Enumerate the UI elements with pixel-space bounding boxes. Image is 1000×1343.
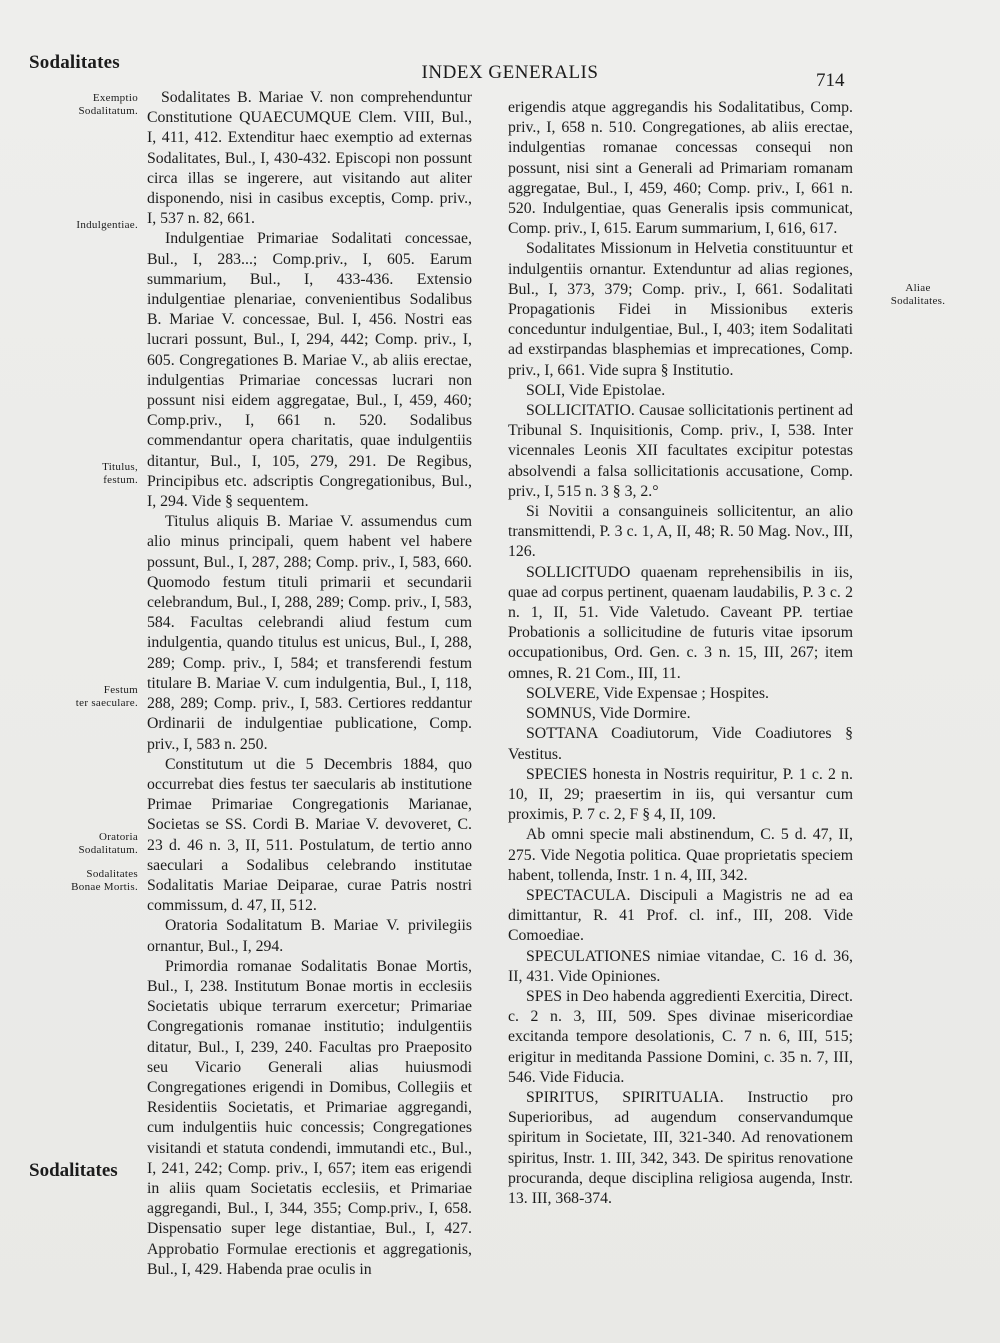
- index-entry-spes: SPES in Deo habenda aggredienti Exercitia, Direct. c. 2 n. 3, III, 509. Spes divinae misericordiae excitanda tempore desolationis, C. 7 n. 6, III, 515; erigitur in meditanda Passione Domini, c. 35 n. 7, III, 546. Vide Fiducia.: [508, 987, 853, 1086]
- margin-note-line: Sodalitates.: [890, 295, 946, 307]
- index-entry-speculationes: SPECULATIONES nimiae vitandae, C. 16 d. 36, II, 431. Vide Opiniones.: [508, 947, 853, 985]
- index-entry-sollicitatio: SOLLICITATIO. Causae sollicitationis pertinent ad Tribunal S. Inquisitionis, Comp. priv., I, 538. Inter vicennales Leonis XII facultates excipitur potestas absolvendi a falsa sollicitationis accusatione, Comp. priv., I, 515 n. 3 § 3, 2.°: [508, 402, 853, 500]
- index-entry: Sodalitates B. Mariae V. non comprehenduntur Constitutione QUAECUMQUE Clem. VIII, Bul., I, 411, 412. Extenditur haec exemptio ad externas Sodalitates, Bul., I, 430-432. Episcopi non possunt circa illas se ingerere, aut visitando aut aliter disponendo, nisi in casibus exceptis, Comp. priv., I, 537 n. 82, 661.: [147, 89, 472, 228]
- index-entry-spiritus: SPIRITUS, SPIRITUALIA. Instructio pro Superioribus, ad augendum conservandumque spiritum in Societate, III, 321-340. Ad renovationem spiritus, Instr. 1. III, 342, 343. De spiritus renovatione procuranda, deque disciplina religiosa augenda, Instr. 13. III, 368-374.: [508, 1088, 853, 1207]
- margin-note-line: Sodalitatum.: [78, 844, 138, 856]
- index-entry: erigendis atque aggregandis his Sodalitatibus, Comp. priv., I, 658 n. 510. Congregationes, ab aliis erectae, indulgentias romanae concessas consequi non possunt, nisi sint a Generali ad Primariam romanam aggregatae, Bul., I, 459, 460; Comp. priv., I, 661 n. 520. Indulgentiae, quas Generalis ipsis communicat, Comp. priv., I, 615. Earum summarium, I, 616, 617.: [508, 99, 853, 238]
- running-head-top: Sodalitates: [29, 52, 120, 73]
- margin-note-line: Aliae: [905, 282, 931, 294]
- page-number: 714: [816, 70, 845, 91]
- margin-note-festum: [76, 684, 138, 710]
- margin-note-bonae-mortis: [71, 868, 138, 894]
- margin-note-line: Bonae Mortis.: [71, 881, 138, 893]
- margin-note-line: Titulus,: [102, 461, 138, 473]
- index-entry-species: SPECIES honesta in Nostris requiritur, P. 1 c. 2 n. 10, II, 29; praesertim in iis, qui versantur cum proximis, P. 7 c. 2, F § 4, II, 109.: [508, 765, 853, 824]
- left-column: [147, 88, 472, 1280]
- index-entry: Oratoria Sodalitatum B. Mariae V. privilegiis ornantur, Bul., I, 294.: [147, 917, 472, 955]
- margin-note-aliae: [870, 282, 966, 308]
- index-entry: Si Novitii a consanguineis sollicitentur, an alio transmittendi, P. 3 c. 1, A, II, 48; R. 50 Mag. Nov., III, 126.: [508, 503, 853, 561]
- margin-note-line: Festum: [103, 684, 138, 696]
- index-entry: Titulus aliquis B. Mariae V. assumendus cum alio minus principali, quem habent vel habere possunt, Bul., I, 287, 288; Comp. priv., I, 583, 660. Quomodo festum tituli primarii et secundarii celebrandum, Bul., I, 288, 289; Comp. priv., I, 583, 584. Facultas celebrandi aliud festum cum indulgentia, quando titulus est unicus, Bul., I, 288, 289; Comp. priv., I, 584; et transferendi festum titulare B. Mariae V. cum indulgentia, Bul., I, 118, 288, 289; Comp. priv., I, 583. Certiores reddantur Ordinarii de indulgentiae publicatione, Comp. priv., I, 583 n. 250.: [147, 513, 472, 753]
- page-title: INDEX GENERALIS: [421, 62, 599, 83]
- right-column: [508, 98, 853, 1209]
- index-entry-spectacula: SPECTACULA. Discipuli a Magistris ne ad ea dimittantur, R. 41 Prof. cl. inf., III, 208. Vide Comoediae.: [508, 886, 853, 945]
- index-entry: Constitutum ut die 5 Decembris 1884, quo occurrebat dies festus ter saecularis ab institutione Primae Primariae Congregationis Marianae, Societas se SS. Cordi B. Mariae V. devoveret, C. 23 d. 46 n. 3, II, 511. Postulatum, de tertio anno saeculari a Sodalibus celebrando institutae Sodalitatis Mariae Deiparae, curae Patris nostri commissum, d. 47, II, 512.: [147, 755, 472, 915]
- margin-note-line: Indulgentiae.: [76, 219, 138, 231]
- margin-note-line: Oratoria: [98, 831, 138, 843]
- running-head-bottom: Sodalitates: [29, 1160, 118, 1181]
- margin-note-exemptio: [78, 92, 138, 118]
- index-entry-somnus: SOMNUS, Vide Dormire.: [526, 705, 691, 723]
- margin-note-line: Sodalitates: [86, 868, 138, 880]
- margin-note-line: festum.: [103, 474, 138, 486]
- index-entry: Primordia romanae Sodalitatis Bonae Mortis, Bul., I, 238. Institutum Bonae mortis in ecclesiis Societatis ubique terrarum exercetur; Primariae Congregationis romanae institutio; indulgentiis ditatur, Bul., I, 239, 240. Facultas pro Praeposito seu Vicario Generali alias huiusmodi Congregationes erigendi in Domibus, Collegiis et Residentiis Societatis, et Primariae aggregandi, cum indulgentiis huic concessis; Congregationes visitandi et statuta condendi, immutandi etc., Bul., I, 241, 242; Comp. priv., I, 657; item eas erigendi in aliis quam Societatis ecclesiis, et Primariae aggregandi, Bul., I, 344, 355; Comp.priv., I, 658. Dispensatio super lege distantiae, Bul., I, 427. Approbatio Formulae erectionis et aggregationis, Bul., I, 429. Habenda prae oculis in: [147, 957, 472, 1278]
- margin-note-titulus: [102, 461, 138, 487]
- index-entry: Sodalitates Missionum in Helvetia constituuntur et indulgentiis ornantur. Extenduntur ad alias regiones, Bul., I, 373, 379; Comp. priv., I, 661. Sodalitati Propagationis Fidei in Missionibus exteris conceduntur indulgentiae, Bul., I, 403; item Sodalitati ad exstirpandas blasphemias et imprecationes, Comp. priv., I, 661. Vide supra § Institutio.: [508, 240, 853, 379]
- index-entry-sollicitudo: SOLLICITUDO quaenam reprehensibilis in iis, quae ad corpus pertinent, quaenam laudabilis, P. 3 c. 2 n. 1, II, 51. Vide Valetudo. Caveant PP. tertiae Probationis a sollicitudine de futuris vitae ipsorum occupationibus, Ord. Gen. c. 3 n. 15, III, 267; item omnes, R. 21 Com., III, 11.: [508, 563, 853, 682]
- index-entry: Ab omni specie mali abstinendum, C. 5 d. 47, II, 275. Vide Negotia politica. Quae proprietatis speciem habent, tollenda, Instr. 1 n. 4, III, 342.: [508, 826, 853, 884]
- margin-note-indulgentiae: [76, 219, 138, 232]
- margin-note-line: Exemptio: [92, 92, 138, 104]
- margin-note-line: Sodalitatum.: [78, 105, 138, 117]
- index-entry-sottana: SOTTANA Coadiutorum, Vide Coadiutores § Vestitus.: [508, 725, 853, 763]
- index-entry-soli: SOLI, Vide Epistolae.: [526, 381, 666, 399]
- margin-note-line: ter saeculare.: [75, 697, 138, 709]
- index-entry: Indulgentiae Primariae Sodalitati concessae, Bul., I, 283...; Comp.priv., I, 605. Earum summarium, Bul., I, 433-436. Extensio indulgentiae plenariae, convenientibus Sodalibus B. Mariae V. concessae, Bul. I, 456. Nostri eas lucrari possunt, Bul., I, 294, 442; Comp. priv., I, 605. Congregationes B. Mariae V., ab aliis erectae, indulgentias Primariae concessas lucrari non possunt nisi eidem aggregatae, Bul., I, 459, 460; Comp.priv., I, 661 n. 520. Sodalibus commendantur opera charitatis, quae indulgentiis ditantur, Bul., I, 105, 279, 291. De Regibus, Principibus etc. adscriptis Congregationibus, Bul., I, 294. Vide § sequentem.: [147, 230, 472, 511]
- margin-note-oratoria: [78, 831, 138, 857]
- index-entry-solvere: SOLVERE, Vide Expensae ; Hospites.: [526, 684, 770, 702]
